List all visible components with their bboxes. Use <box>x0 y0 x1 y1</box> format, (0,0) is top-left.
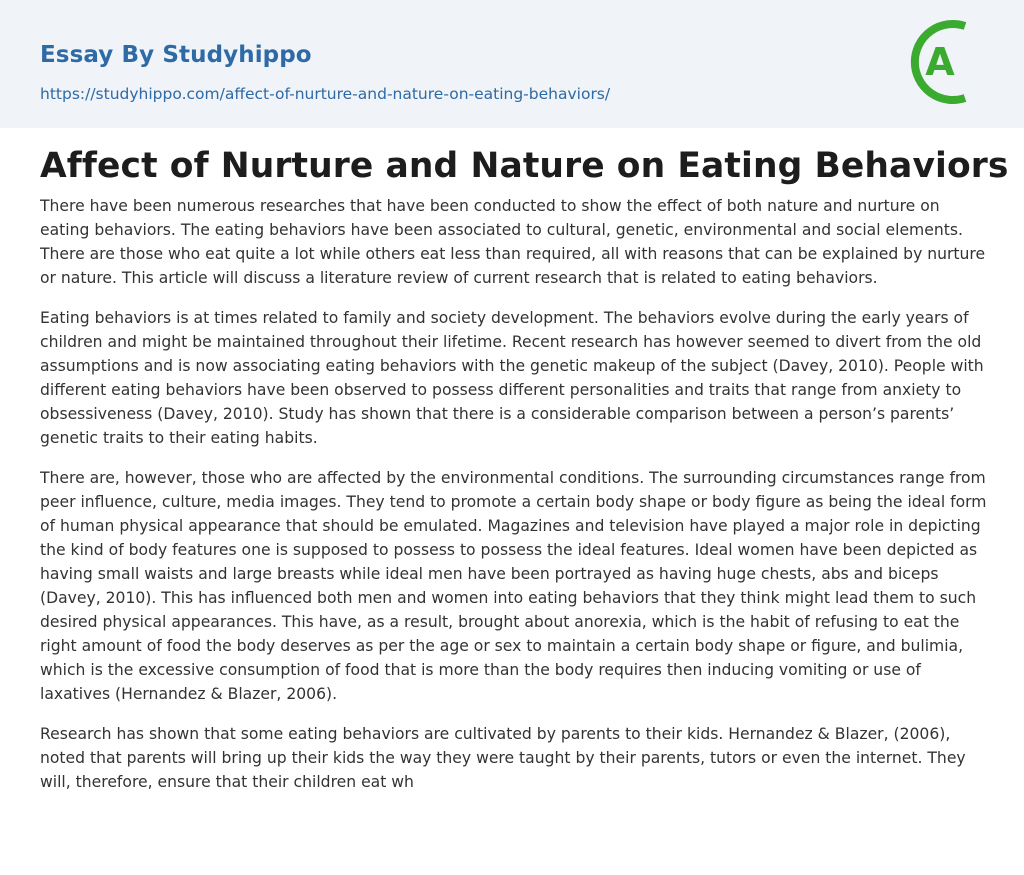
studyhippo-logo-icon[interactable] <box>910 18 988 106</box>
article-paragraph: There are, however, those who are affected by the environmental conditions. The surrounding circumstances range from peer influence, culture, media images. They tend to promote a certain body shape or body figure as being the ideal form of human physical appearance that should be emulated. Magazines and television have played a major role in depicting the kind of body features one is supposed to possess to possess the ideal features. Ideal women have been depicted as having small waists and large breasts while ideal men have been portrayed as having huge chests, abs and biceps (Davey, 2010). This has influenced both men and women into eating behaviors that they think might lead them to such desired physical appearances. This have, as a result, brought about anorexia, which is the habit of refusing to eat the right amount of food the body deserves as per the age or sex to maintain a certain body shape or figure, and bulimia, which is the excessive consumption of food that is more than the body requires then inducing vomiting or use of laxatives (Hernandez & Blazer, 2006). <box>40 469 987 703</box>
article-paragraph: Research has shown that some eating behaviors are cultivated by parents to their kids. Hernandez & Blazer, (2006), noted that parents will bring up their kids the way they were taught by their parents, tutors or even the internet. They will, therefore, ensure that their children eat wh <box>40 725 966 791</box>
site-header <box>0 0 1024 128</box>
article-paragraph: There have been numerous researches that have been conducted to show the effect of both nature and nurture on eating behaviors. The eating behaviors have been associated to cultural, genetic, environmental and social elements. There are those who eat quite a lot while others eat less than required, all with reasons that can be explained by nurture or nature. This article will discuss a literature review of current research that is related to eating behaviors. <box>40 197 986 287</box>
logo-letter: A <box>925 40 955 84</box>
article-body <box>40 194 990 810</box>
article-url-link[interactable]: https://studyhippo.com/affect-of-nurture-and-nature-on-eating-behaviors/ <box>40 85 611 103</box>
page-title: Affect of Nurture and Nature on Eating Behaviors <box>40 146 1009 186</box>
article-paragraph: Eating behaviors is at times related to family and society development. The behaviors evolve during the early years of children and might be maintained throughout their lifetime. Recent research has however seemed to divert from the old assumptions and is now associating eating behaviors with the genetic makeup of the subject (Davey, 2010). People with different eating behaviors have been observed to possess different personalities and traits that range from anxiety to obsessiveness (Davey, 2010). Study has shown that there is a considerable comparison between a person’s parents’ genetic traits to their eating habits. <box>40 309 984 447</box>
site-brand[interactable]: Essay By Studyhippo <box>40 42 312 68</box>
